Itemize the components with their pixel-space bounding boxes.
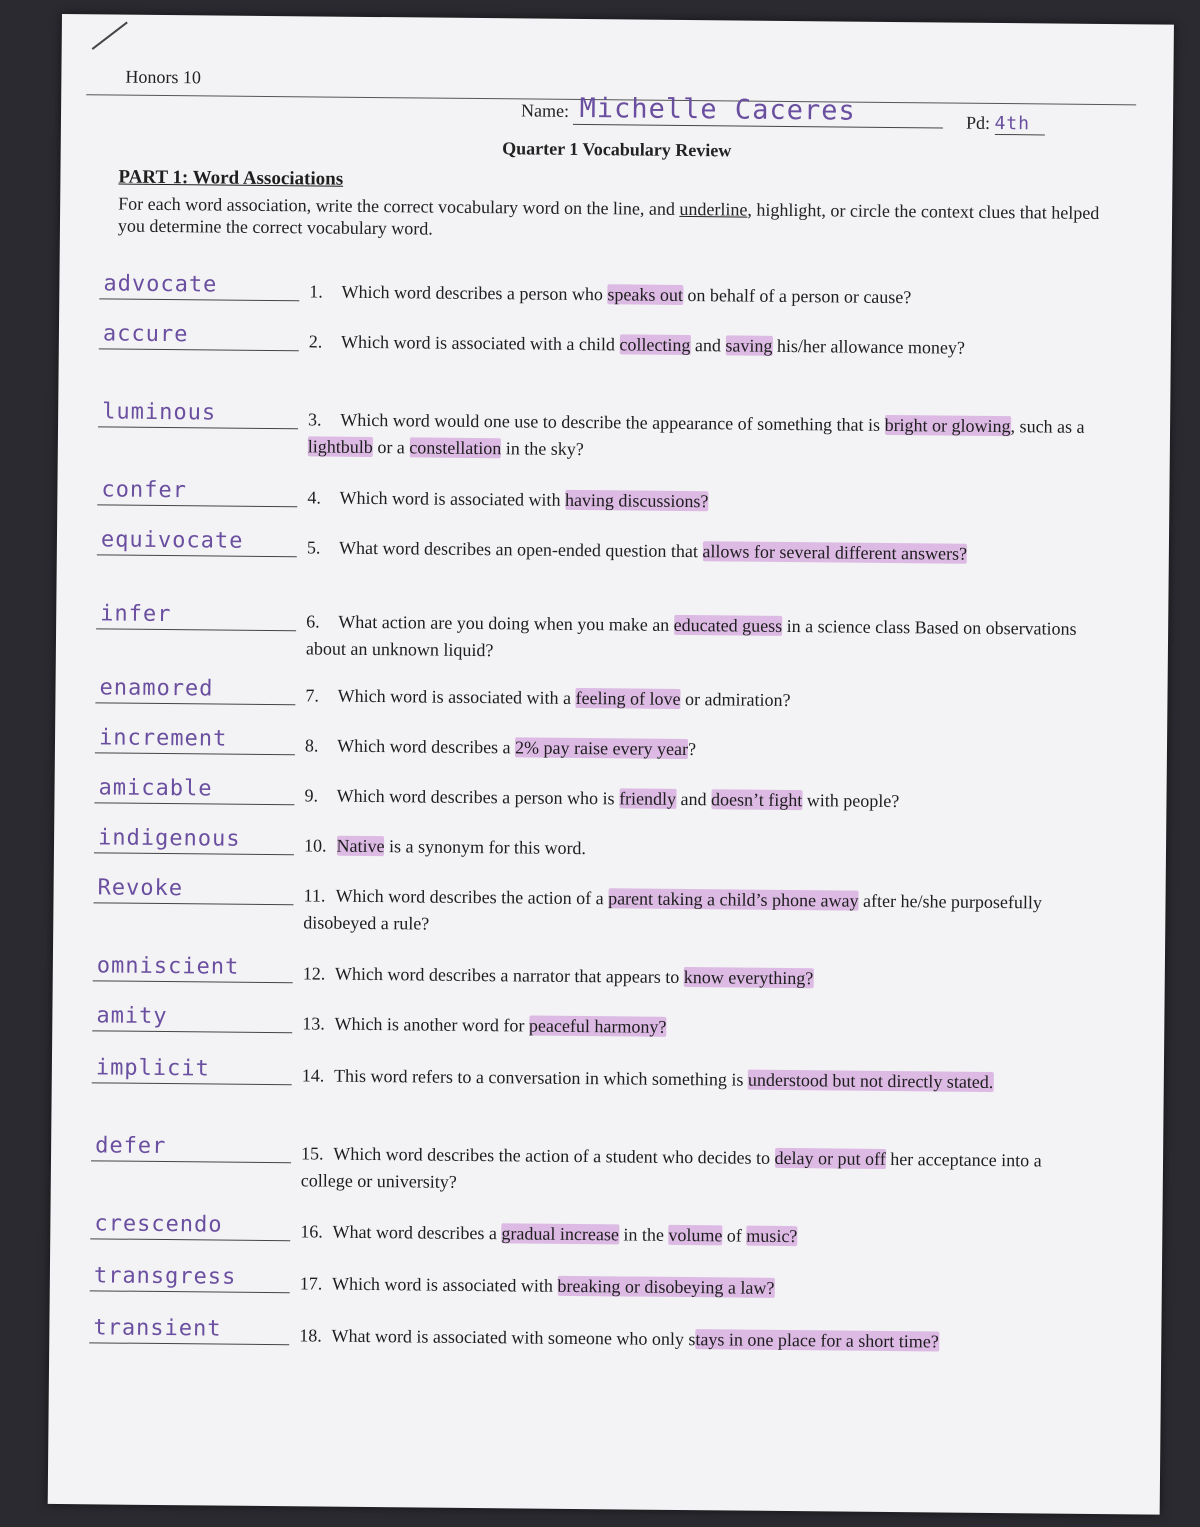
answer-value: confer (101, 477, 188, 504)
question-fragment: This word refers to a conversation in which something is (333, 1065, 749, 1090)
question-fragment: Which word describes the action of a student who decides to (333, 1143, 775, 1168)
question-row (95, 775, 1105, 812)
answer-value: advocate (103, 271, 218, 298)
instructions-underline-word: underline (679, 198, 748, 220)
answer-line[interactable] (94, 816, 294, 855)
answer-line[interactable] (90, 1254, 290, 1293)
question-row (95, 725, 1105, 760)
name-label: Name: (520, 100, 570, 121)
question-text (304, 782, 1094, 817)
period-value: 4th (994, 112, 1031, 135)
pen-slash-mark (92, 22, 128, 50)
answer-value: luminous (102, 399, 217, 426)
question-text (307, 534, 1097, 569)
question-fragment: and (690, 335, 726, 356)
question-row (93, 953, 1103, 989)
highlighted-clue: know everything? (683, 967, 814, 989)
question-row (98, 477, 1108, 512)
question-fragment: Which word is associated with (331, 1273, 558, 1296)
answer-line[interactable] (98, 390, 298, 429)
name-value: Michelle Caceres (579, 92, 856, 127)
question-text (302, 1062, 1092, 1097)
question-text (300, 1270, 1090, 1305)
highlighted-clue: bright or glowing (884, 414, 1011, 437)
highlighted-clue: educated guess (673, 614, 783, 636)
answer-line[interactable] (97, 518, 297, 557)
question-row (94, 875, 1104, 934)
instructions-text-b: , highlight, or circle the context clues that helped you determine the correct vocabulary word. (117, 199, 1100, 239)
name-row (521, 92, 944, 128)
question-number: 7. (305, 685, 320, 706)
question-fragment: of (722, 1225, 747, 1246)
answer-value: equivocate (100, 527, 244, 554)
worksheet-page (48, 14, 1174, 1515)
answer-value: amicable (98, 775, 213, 802)
question-row (89, 1315, 1099, 1352)
highlighted-clue: speaks out (607, 284, 684, 305)
question-number: 17. (299, 1273, 323, 1294)
highlighted-clue: delay or put off (774, 1147, 886, 1169)
question-fragment: in a science class Based on observations about an unknown liquid? (305, 615, 1077, 661)
answer-line[interactable] (91, 1124, 291, 1163)
question-fragment: Which word describes a person who (341, 281, 608, 305)
period-row (966, 113, 1045, 136)
question-number: 13. (302, 1013, 325, 1034)
answer-line[interactable] (90, 1202, 290, 1241)
answer-line[interactable] (95, 666, 295, 705)
highlighted-clue: constellation (409, 437, 502, 459)
question-text (302, 1010, 1092, 1045)
question-fragment: Which word describes a person who is (336, 785, 620, 809)
question-fragment: her acceptance into a college or university? (300, 1148, 1042, 1192)
question-text (303, 960, 1093, 995)
class-label: Honors 10 (125, 66, 201, 88)
period-label: Pd: (965, 112, 991, 133)
answer-value: defer (95, 1133, 167, 1160)
question-fragment: What word describes a (332, 1221, 502, 1244)
question-number: 8. (304, 735, 319, 756)
period-field[interactable] (994, 113, 1044, 135)
question-number: 14. (301, 1065, 325, 1086)
question-fragment: his/her allowance money? (772, 335, 965, 358)
highlighted-clue: having discussions? (564, 489, 709, 512)
answer-value: omniscient (96, 953, 240, 980)
answer-line[interactable] (93, 944, 293, 983)
question-number: 3. (308, 409, 322, 430)
question-row (96, 601, 1106, 661)
highlighted-clue: allows for several different answers? (702, 541, 968, 564)
question-text (305, 732, 1095, 767)
highlighted-clue: feeling of love (575, 687, 681, 709)
question-number: 11. (303, 885, 326, 906)
highlighted-clue: saving (725, 335, 773, 356)
answer-line[interactable] (89, 1306, 289, 1345)
question-text (305, 682, 1095, 717)
question-row (96, 675, 1106, 711)
highlighted-clue: breaking or disobeying a law? (557, 1275, 775, 1298)
question-text (307, 484, 1097, 519)
answer-value: enamored (99, 675, 214, 702)
answer-value: accure (102, 321, 189, 348)
highlighted-clue: friendly (619, 788, 677, 809)
question-number: 10. (303, 835, 327, 856)
question-fragment: What word is associated with someone who only s (331, 1325, 696, 1350)
question-fragment: Which word would one use to describe the appearance of something that is (340, 409, 885, 435)
highlighted-clue: gradual increase (501, 1223, 619, 1245)
highlighted-clue: Native (336, 835, 385, 857)
answer-line[interactable] (96, 592, 296, 631)
question-text (309, 328, 1099, 363)
highlighted-clue: collecting (619, 334, 691, 356)
question-row (94, 825, 1104, 859)
answer-line[interactable] (94, 766, 294, 805)
answer-line[interactable] (99, 262, 299, 301)
highlighted-clue: tays in one place for a short time? (695, 1329, 939, 1352)
question-number: 15. (300, 1143, 324, 1164)
question-number: 18. (299, 1325, 322, 1346)
answer-line[interactable] (93, 866, 293, 905)
answer-line[interactable] (92, 1046, 292, 1085)
question-row (92, 1003, 1102, 1037)
answer-value: amity (96, 1003, 168, 1030)
question-fragment: Which is another word for (334, 1013, 530, 1036)
question-fragment: is a synonym for this word. (384, 836, 587, 859)
name-field[interactable] (573, 93, 943, 129)
question-fragment: What word describes an open-ended question that (338, 537, 703, 562)
instructions (118, 193, 1118, 247)
worksheet-title: Quarter 1 Vocabulary Review (502, 138, 732, 161)
question-number: 5. (306, 537, 321, 558)
question-fragment: Which word is associated with a child (340, 331, 620, 355)
question-row (90, 1263, 1100, 1298)
question-fragment: or admiration? (680, 688, 791, 711)
question-row (92, 1055, 1102, 1092)
answer-value: infer (100, 601, 172, 628)
question-fragment: ? (687, 739, 697, 760)
question-number: 4. (307, 487, 321, 508)
question-fragment: Which word describes a (337, 735, 516, 758)
question-fragment: in the sky? (501, 438, 584, 460)
question-text (304, 832, 1094, 867)
answer-value: crescendo (94, 1211, 223, 1238)
question-fragment: Which word describes the action of a (335, 885, 609, 909)
question-number: 16. (300, 1221, 323, 1242)
question-fragment: and (676, 788, 712, 810)
question-fragment: or a (372, 437, 410, 458)
question-row (90, 1211, 1100, 1247)
question-text (306, 608, 1096, 670)
question-fragment: after he/she purposefully disobeyed a rule? (303, 890, 1043, 934)
highlighted-clue: parent taking a child’s phone away (608, 888, 859, 911)
answer-line[interactable] (92, 994, 292, 1033)
answer-value: indigenous (97, 825, 241, 852)
instructions-text-a: For each word association, write the correct vocabulary word on the line, and (118, 193, 676, 219)
question-row (98, 399, 1108, 460)
answer-value: Revoke (97, 875, 184, 902)
answer-value: transient (93, 1315, 222, 1342)
question-fragment: Which word is associated with (339, 487, 566, 510)
question-number: 6. (306, 611, 320, 632)
answer-value: implicit (95, 1055, 210, 1082)
question-fragment: Which word is associated with a (337, 685, 576, 708)
highlighted-clue: music? (746, 1225, 798, 1247)
highlighted-clue: peaceful harmony? (528, 1015, 667, 1037)
highlighted-clue: 2% pay raise every year (515, 737, 689, 760)
question-text (303, 882, 1093, 944)
question-text (309, 278, 1099, 313)
question-row (99, 271, 1109, 308)
highlighted-clue: doesn’t fight (711, 789, 803, 811)
part-heading: PART 1: Word Associations (118, 166, 344, 190)
answer-value: transgress (93, 1263, 237, 1290)
question-row (91, 1133, 1101, 1192)
question-number: 9. (304, 785, 319, 806)
question-row (99, 321, 1109, 358)
answer-line[interactable] (95, 716, 295, 755)
question-fragment: , such as a (1010, 416, 1085, 437)
question-number: 1. (309, 281, 323, 302)
question-fragment: with people? (802, 790, 900, 812)
answer-value: increment (98, 725, 228, 752)
highlighted-clue: volume (668, 1224, 723, 1246)
question-fragment: in the (618, 1224, 669, 1245)
question-text (299, 1322, 1089, 1357)
question-text (300, 1218, 1090, 1253)
question-text (308, 406, 1098, 468)
question-fragment: on behalf of a person or cause? (682, 284, 912, 308)
question-number: 12. (302, 963, 326, 984)
highlighted-clue: understood but not directly stated. (747, 1069, 994, 1092)
answer-line[interactable] (97, 468, 297, 507)
question-row (97, 527, 1107, 564)
question-number: 2. (308, 331, 323, 352)
answer-line[interactable] (99, 312, 299, 351)
question-fragment: Which word describes a narrator that appears to (334, 963, 684, 988)
highlighted-clue: lightbulb (307, 436, 373, 458)
question-fragment: What action are you doing when you make an (338, 611, 674, 635)
question-text (301, 1140, 1091, 1202)
